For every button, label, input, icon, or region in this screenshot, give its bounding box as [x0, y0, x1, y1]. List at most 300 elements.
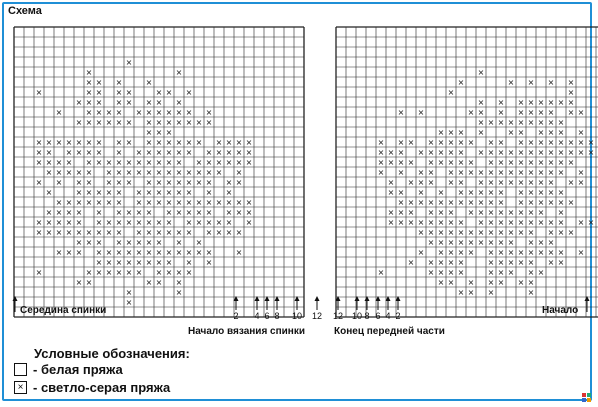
left-stitch-mark: × [215, 148, 223, 157]
left-stitch-mark: × [125, 218, 133, 227]
left-stitch-mark: × [85, 98, 93, 107]
left-stitch-mark: × [95, 98, 103, 107]
corner-logo-icon [582, 393, 592, 403]
right-stitch-mark: × [537, 148, 545, 157]
left-stitch-mark: × [75, 238, 83, 247]
left-stitch-mark: × [115, 198, 123, 207]
left-stitch-mark: × [105, 218, 113, 227]
left-stitch-mark: × [115, 168, 123, 177]
right-stitch-mark: × [417, 148, 425, 157]
left-stitch-mark: × [205, 218, 213, 227]
right-stitch-mark: × [487, 208, 495, 217]
right-stitch-mark: × [557, 98, 565, 107]
right-stitch-mark: × [537, 108, 545, 117]
left-tick-label: 6 [264, 311, 270, 321]
right-stitch-mark: × [547, 158, 555, 167]
left-stitch-mark: × [85, 138, 93, 147]
left-stitch-mark: × [225, 158, 233, 167]
left-stitch-mark: × [145, 108, 153, 117]
right-stitch-mark: × [517, 168, 525, 177]
right-stitch-mark: × [417, 228, 425, 237]
right-stitch-mark: × [497, 148, 505, 157]
left-stitch-mark: × [55, 248, 63, 257]
right-stitch-mark: × [517, 128, 525, 137]
left-stitch-mark: × [175, 288, 183, 297]
left-stitch-mark: × [105, 258, 113, 267]
right-stitch-mark: × [417, 108, 425, 117]
right-stitch-mark: × [497, 268, 505, 277]
right-tick-label: 2 [395, 311, 401, 321]
left-stitch-mark: × [135, 168, 143, 177]
left-stitch-mark: × [145, 98, 153, 107]
left-stitch-mark: × [85, 178, 93, 187]
left-stitch-mark: × [185, 178, 193, 187]
right-stitch-mark: × [527, 228, 535, 237]
right-stitch-mark: × [527, 258, 535, 267]
right-stitch-mark: × [547, 168, 555, 177]
right-stitch-mark: × [537, 118, 545, 127]
legend-item-grey [14, 380, 170, 395]
left-stitch-mark: × [155, 258, 163, 267]
left-stitch-mark: × [135, 198, 143, 207]
page-title: Схема [8, 5, 42, 17]
right-stitch-mark: × [487, 188, 495, 197]
left-stitch-mark: × [165, 88, 173, 97]
left-stitch-mark: × [85, 88, 93, 97]
left-stitch-mark: × [205, 158, 213, 167]
left-stitch-mark: × [215, 158, 223, 167]
legend-swatch-white [14, 363, 27, 376]
right-stitch-mark: × [557, 168, 565, 177]
left-stitch-mark: × [55, 108, 63, 117]
left-stitch-mark: × [95, 158, 103, 167]
left-stitch-mark: × [205, 198, 213, 207]
left-stitch-mark: × [75, 208, 83, 217]
right-stitch-mark: × [477, 228, 485, 237]
right-stitch-mark: × [577, 128, 585, 137]
right-stitch-mark: × [487, 268, 495, 277]
left-stitch-mark: × [175, 188, 183, 197]
left-stitch-mark: × [165, 188, 173, 197]
left-stitch-mark: × [115, 118, 123, 127]
left-stitch-mark: × [155, 198, 163, 207]
right-stitch-mark: × [507, 158, 515, 167]
right-tick-label: 10 [351, 311, 362, 321]
right-stitch-mark: × [507, 78, 515, 87]
right-stitch-mark: × [527, 108, 535, 117]
right-stitch-mark: × [547, 248, 555, 257]
right-stitch-mark: × [527, 238, 535, 247]
left-stitch-mark: × [225, 208, 233, 217]
right-stitch-mark: × [467, 168, 475, 177]
left-stitch-mark: × [155, 238, 163, 247]
right-stitch-mark: × [517, 208, 525, 217]
left-stitch-mark: × [155, 268, 163, 277]
left-stitch-mark: × [185, 148, 193, 157]
left-stitch-mark: × [145, 218, 153, 227]
right-stitch-mark: × [507, 238, 515, 247]
right-stitch-mark: × [537, 208, 545, 217]
right-stitch-mark: × [567, 78, 575, 87]
left-stitch-mark: × [185, 218, 193, 227]
left-stitch-mark: × [145, 198, 153, 207]
right-stitch-mark: × [397, 168, 405, 177]
right-stitch-mark: × [377, 158, 385, 167]
legend-title: Условные обозначения: [34, 346, 190, 361]
left-stitch-mark: × [165, 258, 173, 267]
left-stitch-mark: × [145, 248, 153, 257]
right-stitch-mark: × [527, 168, 535, 177]
right-stitch-mark: × [477, 198, 485, 207]
right-stitch-mark: × [437, 238, 445, 247]
left-start-label: Начало вязания спинки [188, 326, 306, 337]
left-stitch-mark: × [205, 108, 213, 117]
right-stitch-mark: × [467, 138, 475, 147]
left-stitch-mark: × [75, 138, 83, 147]
left-stitch-mark: × [85, 188, 93, 197]
left-stitch-mark: × [165, 138, 173, 147]
left-stitch-mark: × [165, 198, 173, 207]
left-stitch-mark: × [145, 188, 153, 197]
right-stitch-mark: × [507, 268, 515, 277]
right-stitch-mark: × [427, 258, 435, 267]
right-stitch-mark: × [407, 138, 415, 147]
left-stitch-mark: × [55, 208, 63, 217]
left-stitch-mark: × [185, 198, 193, 207]
right-stitch-mark: × [487, 238, 495, 247]
right-stitch-mark: × [407, 258, 415, 267]
right-stitch-mark: × [577, 218, 585, 227]
right-stitch-mark: × [507, 208, 515, 217]
left-stitch-mark: × [205, 188, 213, 197]
left-stitch-mark: × [105, 188, 113, 197]
left-stitch-mark: × [175, 238, 183, 247]
left-stitch-mark: × [205, 208, 213, 217]
right-stitch-mark: × [547, 218, 555, 227]
right-stitch-mark: × [377, 168, 385, 177]
left-stitch-mark: × [125, 58, 133, 67]
right-stitch-mark: × [397, 198, 405, 207]
right-stitch-mark: × [497, 278, 505, 287]
right-stitch-mark: × [477, 68, 485, 77]
left-stitch-mark: × [155, 278, 163, 287]
left-stitch-mark: × [65, 208, 73, 217]
right-stitch-mark: × [477, 128, 485, 137]
right-stitch-mark: × [387, 178, 395, 187]
right-stitch-mark: × [537, 198, 545, 207]
left-stitch-mark: × [65, 218, 73, 227]
right-stitch-mark: × [377, 138, 385, 147]
right-stitch-mark: × [497, 248, 505, 257]
left-stitch-mark: × [135, 208, 143, 217]
left-stitch-mark: × [235, 208, 243, 217]
right-stitch-mark: × [557, 128, 565, 137]
right-stitch-mark: × [437, 138, 445, 147]
left-stitch-mark: × [45, 168, 53, 177]
right-stitch-mark: × [547, 128, 555, 137]
right-stitch-mark: × [467, 288, 475, 297]
left-stitch-mark: × [125, 268, 133, 277]
left-stitch-mark: × [105, 248, 113, 257]
right-stitch-mark: × [437, 148, 445, 157]
left-stitch-mark: × [245, 158, 253, 167]
left-stitch-mark: × [45, 148, 53, 157]
right-stitch-mark: × [517, 258, 525, 267]
right-stitch-mark: × [537, 168, 545, 177]
left-stitch-mark: × [175, 248, 183, 257]
left-stitch-mark: × [215, 168, 223, 177]
left-stitch-mark: × [175, 268, 183, 277]
left-stitch-mark: × [125, 178, 133, 187]
left-stitch-mark: × [205, 118, 213, 127]
left-stitch-mark: × [175, 68, 183, 77]
right-stitch-mark: × [397, 108, 405, 117]
left-stitch-mark: × [155, 88, 163, 97]
right-start-label: Начало [542, 305, 579, 316]
left-stitch-mark: × [145, 128, 153, 137]
right-stitch-mark: × [437, 228, 445, 237]
left-stitch-mark: × [235, 178, 243, 187]
left-stitch-mark: × [145, 178, 153, 187]
left-stitch-mark: × [55, 228, 63, 237]
left-stitch-mark: × [95, 258, 103, 267]
left-stitch-mark: × [165, 208, 173, 217]
right-stitch-mark: × [567, 108, 575, 117]
right-stitch-mark: × [527, 158, 535, 167]
left-stitch-mark: × [235, 248, 243, 257]
right-stitch-mark: × [537, 268, 545, 277]
left-stitch-mark: × [205, 228, 213, 237]
right-stitch-mark: × [497, 168, 505, 177]
right-stitch-mark: × [447, 278, 455, 287]
right-stitch-mark: × [507, 248, 515, 257]
right-stitch-mark: × [527, 268, 535, 277]
left-stitch-mark: × [175, 108, 183, 117]
right-stitch-mark: × [457, 258, 465, 267]
left-stitch-mark: × [75, 148, 83, 157]
right-stitch-mark: × [567, 88, 575, 97]
left-stitch-mark: × [135, 108, 143, 117]
right-stitch-mark: × [407, 208, 415, 217]
right-stitch-mark: × [467, 208, 475, 217]
left-stitch-mark: × [165, 158, 173, 167]
right-stitch-mark: × [557, 218, 565, 227]
left-stitch-mark: × [135, 148, 143, 157]
right-stitch-mark: × [547, 238, 555, 247]
right-stitch-mark: × [447, 178, 455, 187]
left-stitch-mark: × [225, 228, 233, 237]
left-stitch-mark: × [175, 178, 183, 187]
left-tick-label: 2 [233, 311, 239, 321]
left-stitch-mark: × [175, 208, 183, 217]
left-stitch-mark: × [145, 208, 153, 217]
right-stitch-mark: × [547, 108, 555, 117]
left-stitch-mark: × [215, 138, 223, 147]
left-stitch-mark: × [35, 178, 43, 187]
left-stitch-mark: × [185, 138, 193, 147]
left-stitch-mark: × [115, 158, 123, 167]
right-stitch-mark: × [427, 198, 435, 207]
left-stitch-mark: × [45, 158, 53, 167]
right-stitch-mark: × [517, 148, 525, 157]
right-stitch-mark: × [437, 128, 445, 137]
left-stitch-mark: × [195, 248, 203, 257]
left-stitch-mark: × [185, 88, 193, 97]
left-stitch-mark: × [55, 158, 63, 167]
left-stitch-mark: × [125, 98, 133, 107]
left-stitch-mark: × [75, 278, 83, 287]
right-stitch-mark: × [457, 78, 465, 87]
left-stitch-mark: × [225, 188, 233, 197]
right-stitch-mark: × [497, 228, 505, 237]
left-stitch-mark: × [195, 238, 203, 247]
right-stitch-mark: × [517, 278, 525, 287]
left-stitch-mark: × [195, 208, 203, 217]
right-stitch-mark: × [437, 158, 445, 167]
left-stitch-mark: × [95, 188, 103, 197]
right-stitch-mark: × [397, 158, 405, 167]
right-stitch-mark: × [477, 108, 485, 117]
right-stitch-mark: × [547, 98, 555, 107]
left-stitch-mark: × [125, 288, 133, 297]
right-stitch-mark: × [547, 78, 555, 87]
left-stitch-mark: × [185, 268, 193, 277]
right-grid [336, 27, 598, 317]
right-stitch-mark: × [427, 138, 435, 147]
right-stitch-mark: × [467, 228, 475, 237]
left-stitch-mark: × [175, 228, 183, 237]
left-stitch-mark: × [195, 218, 203, 227]
right-stitch-mark: × [457, 138, 465, 147]
right-stitch-mark: × [487, 248, 495, 257]
left-stitch-mark: × [145, 258, 153, 267]
legend-label-white: - белая пряжа [33, 362, 123, 377]
left-stitch-mark: × [115, 138, 123, 147]
left-stitch-mark: × [45, 208, 53, 217]
right-stitch-mark: × [487, 278, 495, 287]
right-stitch-mark: × [577, 108, 585, 117]
right-stitch-mark: × [397, 218, 405, 227]
right-stitch-mark: × [537, 138, 545, 147]
left-stitch-mark: × [85, 228, 93, 237]
left-stitch-mark: × [155, 118, 163, 127]
left-stitch-mark: × [115, 268, 123, 277]
left-stitch-mark: × [155, 168, 163, 177]
right-stitch-mark: × [577, 178, 585, 187]
right-stitch-mark: × [417, 248, 425, 257]
right-stitch-mark: × [507, 168, 515, 177]
right-stitch-mark: × [557, 208, 565, 217]
left-stitch-mark: × [75, 98, 83, 107]
right-stitch-mark: × [537, 238, 545, 247]
right-stitch-mark: × [427, 218, 435, 227]
right-stitch-mark: × [457, 198, 465, 207]
left-stitch-mark: × [185, 258, 193, 267]
right-stitch-mark: × [377, 148, 385, 157]
right-stitch-mark: × [557, 248, 565, 257]
left-stitch-mark: × [95, 88, 103, 97]
left-stitch-mark: × [135, 228, 143, 237]
right-stitch-mark: × [577, 168, 585, 177]
left-tick-label: 10 [291, 311, 302, 321]
left-stitch-mark: × [185, 248, 193, 257]
right-stitch-mark: × [387, 188, 395, 197]
left-stitch-mark: × [155, 228, 163, 237]
right-stitch-mark: × [377, 268, 385, 277]
right-stitch-mark: × [487, 168, 495, 177]
left-stitch-mark: × [85, 238, 93, 247]
left-stitch-mark: × [205, 178, 213, 187]
left-stitch-mark: × [35, 268, 43, 277]
right-tick-label: 4 [385, 311, 391, 321]
left-stitch-mark: × [245, 198, 253, 207]
left-stitch-mark: × [105, 108, 113, 117]
left-stitch-mark: × [135, 258, 143, 267]
left-stitch-mark: × [165, 268, 173, 277]
left-stitch-mark: × [85, 198, 93, 207]
left-stitch-mark: × [185, 208, 193, 217]
left-stitch-mark: × [115, 148, 123, 157]
left-stitch-mark: × [185, 228, 193, 237]
right-stitch-mark: × [447, 168, 455, 177]
left-stitch-mark: × [105, 178, 113, 187]
left-stitch-mark: × [85, 118, 93, 127]
left-stitch-mark: × [115, 248, 123, 257]
left-stitch-mark: × [55, 218, 63, 227]
left-stitch-mark: × [155, 98, 163, 107]
right-stitch-mark: × [567, 198, 575, 207]
right-stitch-mark: × [527, 178, 535, 187]
right-stitch-mark: × [547, 148, 555, 157]
left-stitch-mark: × [195, 138, 203, 147]
right-stitch-mark: × [547, 138, 555, 147]
left-stitch-mark: × [165, 178, 173, 187]
right-stitch-mark: × [427, 228, 435, 237]
right-stitch-mark: × [517, 138, 525, 147]
left-stitch-mark: × [175, 198, 183, 207]
right-stitch-mark: × [497, 238, 505, 247]
right-stitch-mark: × [507, 148, 515, 157]
left-stitch-mark: × [35, 148, 43, 157]
right-stitch-mark: × [417, 168, 425, 177]
right-stitch-mark: × [537, 218, 545, 227]
left-stitch-mark: × [85, 78, 93, 87]
left-stitch-mark: × [125, 118, 133, 127]
right-stitch-mark: × [527, 118, 535, 127]
left-stitch-mark: × [35, 138, 43, 147]
left-stitch-mark: × [195, 158, 203, 167]
left-stitch-mark: × [65, 138, 73, 147]
right-stitch-mark: × [417, 178, 425, 187]
left-stitch-mark: × [165, 168, 173, 177]
right-stitch-mark: × [407, 158, 415, 167]
left-stitch-mark: × [95, 78, 103, 87]
right-tick-label: 8 [364, 311, 370, 321]
right-stitch-mark: × [497, 188, 505, 197]
left-stitch-mark: × [165, 218, 173, 227]
right-stitch-mark: × [477, 168, 485, 177]
left-stitch-mark: × [135, 158, 143, 167]
right-stitch-mark: × [547, 198, 555, 207]
right-stitch-mark: × [547, 188, 555, 197]
right-stitch-mark: × [457, 128, 465, 137]
right-stitch-mark: × [457, 218, 465, 227]
left-stitch-mark: × [145, 158, 153, 167]
left-stitch-mark: × [115, 98, 123, 107]
left-stitch-mark: × [155, 108, 163, 117]
right-stitch-mark: × [557, 258, 565, 267]
right-stitch-mark: × [527, 148, 535, 157]
